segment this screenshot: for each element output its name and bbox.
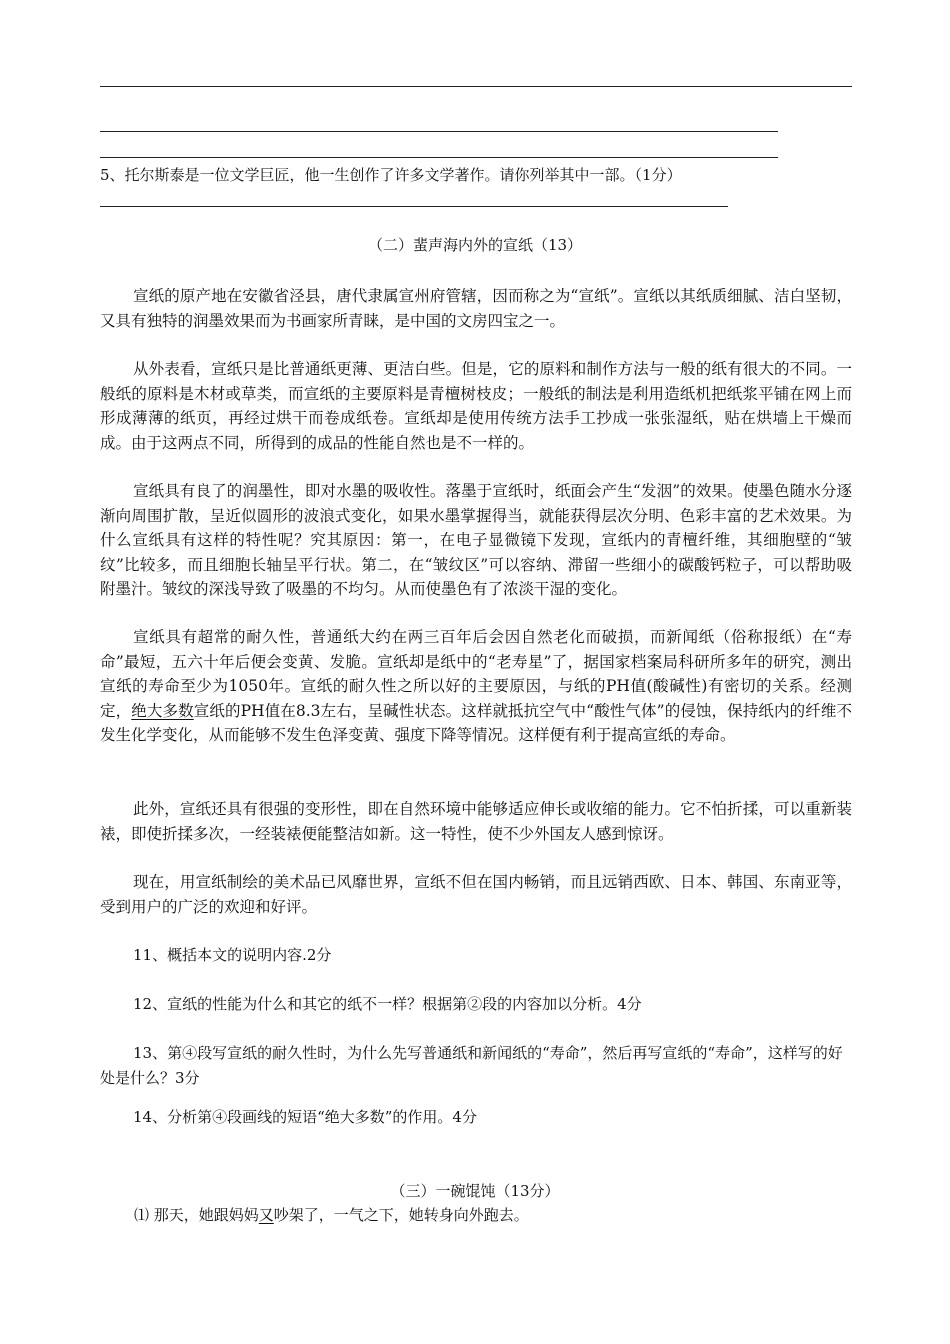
answer-line-2 [100, 131, 778, 132]
paragraph-1: 宣纸的原产地在安徽省泾县，唐代隶属宣州府管辖，因而称之为“宣纸”。宣纸以其纸质细腻、洁白坚韧，又具有独特的润墨效果而为书画家所青睐，是中国的文房四宝之一。 [100, 287, 852, 330]
answer-line-q5 [100, 206, 728, 207]
paragraph-4 [100, 625, 852, 748]
paragraph-5: 此外，宣纸还具有很强的变形性，即在自然环境中能够适应伸长或收缩的能力。它不怕折揉，可以重新装裱，即使折揉多次，一经装裱便能整洁如新。这一特性，使不少外国友人感到惊讶。 [100, 800, 852, 843]
underlined-word: 又 [258, 1206, 274, 1224]
question-5: 5、托尔斯泰是一位文学巨匠，他一生创作了许多文学著作。请你列举其中一部。（1分） [100, 166, 682, 184]
section-3-p1-text-b: 吵架了，一气之下，她转身向外跑去。 [273, 1206, 529, 1224]
paragraph-6: 现在，用宣纸制绘的美术品已风靡世界，宣纸不但在国内畅销，而且远销西欧、日本、韩国、东南亚等，受到用户的广泛的欢迎和好评。 [100, 873, 852, 916]
section-3-p1-text-a: ⑴ 那天，她跟妈妈 [134, 1206, 259, 1224]
answer-line-1 [100, 86, 852, 87]
question-11: 11、概括本文的说明内容.2分 [133, 946, 332, 964]
answer-line-3 [100, 157, 778, 158]
section-3-paragraph-1 [134, 1203, 529, 1227]
question-12: 12、宣纸的性能为什么和其它的纸不一样？根据第②段的内容加以分析。4分 [133, 995, 642, 1013]
question-13: 13、第④段写宣纸的耐久性时，为什么先写普通纸和新闻纸的“寿命”，然后再写宣纸的“寿命”，这样写的好处是什么？3分 [100, 1044, 843, 1087]
paragraph-2: 从外表看，宣纸只是比普通纸更薄、更洁白些。但是，它的原料和制作方法与一般的纸有很大的不同。一般纸的原料是木材或草类，而宣纸的主要原料是青檀树枝皮；一般纸的制法是利用造纸机把纸浆平铺在网上而形成薄薄的纸页，再经过烘干而卷成纸卷。宣纸却是使用传统方法手工抄成一张张湿纸，贴在烘墙上干燥而成。由于这两点不同，所得到的成品的性能自然也是不一样的。 [100, 360, 852, 452]
paragraph-4-text-a: 宣纸具有超常的耐久性，普通纸大约在两三百年后会因自然老化而破损，而新闻纸（俗称报纸）在“寿命”最短，五六十年后便会变黄、发脆。宣纸却是纸中的“老寿星”了，据国家档案局科研所多年的研究，测出宣纸的寿命至少为1050年。宣纸的耐久性之所以好的主要原因，与纸的PH值(酸碱性)有密切的关系。经测定， [100, 628, 852, 720]
question-14: 14、分析第④段画线的短语“绝大多数”的作用。4分 [133, 1108, 477, 1126]
underlined-phrase: 绝大多数 [131, 701, 194, 720]
section-3-title: （三）一碗馄饨（13分） [390, 1182, 560, 1200]
paragraph-3: 宣纸具有良了的润墨性，即对水墨的吸收性。落墨于宣纸时，纸面会产生“发洇”的效果。使墨色随水分逐渐向周围扩散，呈近似圆形的波浪式变化，如果水墨掌握得当，就能获得层次分明、色彩丰富的艺术效果。为什么宣纸具有这样的特性呢？究其原因：第一，在电子显微镜下发现，宣纸内的青檀纤维，其细胞壁的“皱纹”比较多，而且细胞长轴呈平行状。第二，在“皱纹区”可以容纳、滞留一些细小的碳酸钙粒子，可以帮助吸附墨汁。皱纹的深浅导致了吸墨的不均匀。从而使墨色有了浓淡干湿的变化。 [100, 482, 852, 598]
section-2-title: （二）蜚声海内外的宣纸（13） [367, 236, 583, 254]
paragraph-4-text-b: 宣纸的PH值在8.3左右，呈碱性状态。这样就抵抗空气中“酸性气体”的侵蚀，保持纸内的纤维不发生化学变化，从而能够不发生色泽变黄、强度下降等情况。这样便有利于提高宣纸的寿命。 [100, 701, 852, 744]
